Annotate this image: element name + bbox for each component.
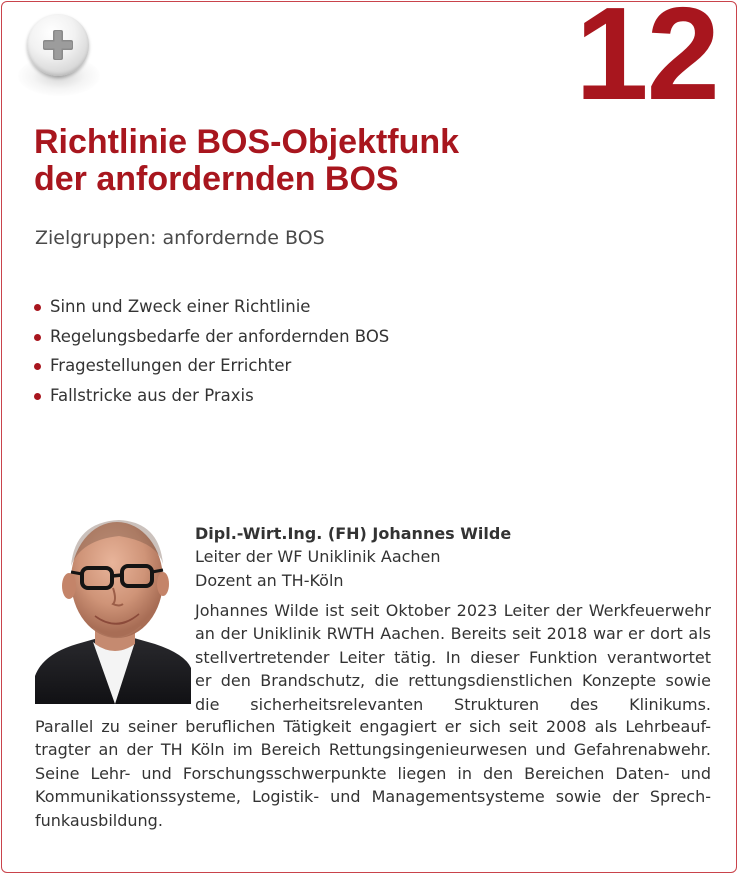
add-button[interactable] bbox=[27, 14, 89, 76]
speaker-bio-lower bbox=[35, 715, 711, 832]
bio-line: funkausbildung. bbox=[35, 810, 163, 830]
bio-line: stellvertretender Leiter tätig. In dieser Funktion verantwortet bbox=[195, 647, 711, 667]
session-title-line-2: der anfordernden BOS bbox=[34, 160, 399, 198]
add-button-wrap bbox=[16, 12, 102, 98]
bio-line: Seine Lehr- und Forschungsschwerpunkte liegen in den Bereichen Daten- und bbox=[35, 763, 711, 783]
session-title bbox=[34, 124, 574, 198]
topic-item: Fragestellungen der Errichter bbox=[32, 351, 389, 381]
session-card bbox=[1, 1, 737, 873]
speaker-bio-upper bbox=[195, 599, 711, 716]
speaker-name: Dipl.-Wirt.Ing. (FH) Johannes Wilde bbox=[195, 524, 512, 543]
bio-line: die sicherheitsrelevanten Strukturen des Klinikums. bbox=[195, 694, 711, 714]
topic-item: Sinn und Zweck einer Richtlinie bbox=[32, 292, 389, 322]
bio-line: an der Uniklinik RWTH Aachen. Bereits seit 2018 war er dort als bbox=[195, 624, 711, 644]
bio-line: tragter an der TH Köln im Bereich Rettungsingenieurwesen und Gefahrenabwehr. bbox=[35, 740, 711, 760]
target-groups: Zielgruppen: anfordernde BOS bbox=[35, 227, 325, 249]
speaker-photo bbox=[35, 508, 191, 704]
session-title-line-1: Richtlinie BOS-Objektfunk bbox=[34, 123, 460, 161]
speaker-role-primary: Leiter der WF Uniklinik Aachen bbox=[195, 547, 441, 566]
topic-list bbox=[32, 292, 389, 410]
topic-item: Fallstricke aus der Praxis bbox=[32, 381, 389, 411]
bio-line: er den Brandschutz, die rettungsdienstlichen Konzepte sowie bbox=[195, 671, 711, 691]
bio-line: Parallel zu seiner beruflichen Tätigkeit engagiert er sich seit 2008 als Lehrbeauf- bbox=[35, 717, 711, 736]
topic-item: Regelungsbedarfe der anfordernden BOS bbox=[32, 322, 389, 352]
session-number: 12 bbox=[575, 0, 718, 127]
bio-line: Kommunikationssysteme, Logistik- und Managementsysteme sowie der Sprech- bbox=[35, 787, 711, 807]
plus-icon bbox=[40, 27, 76, 63]
bio-line: Johannes Wilde ist seit Oktober 2023 Leiter der Werkfeuerwehr bbox=[195, 601, 711, 620]
speaker-role-secondary: Dozent an TH-Köln bbox=[195, 571, 344, 590]
